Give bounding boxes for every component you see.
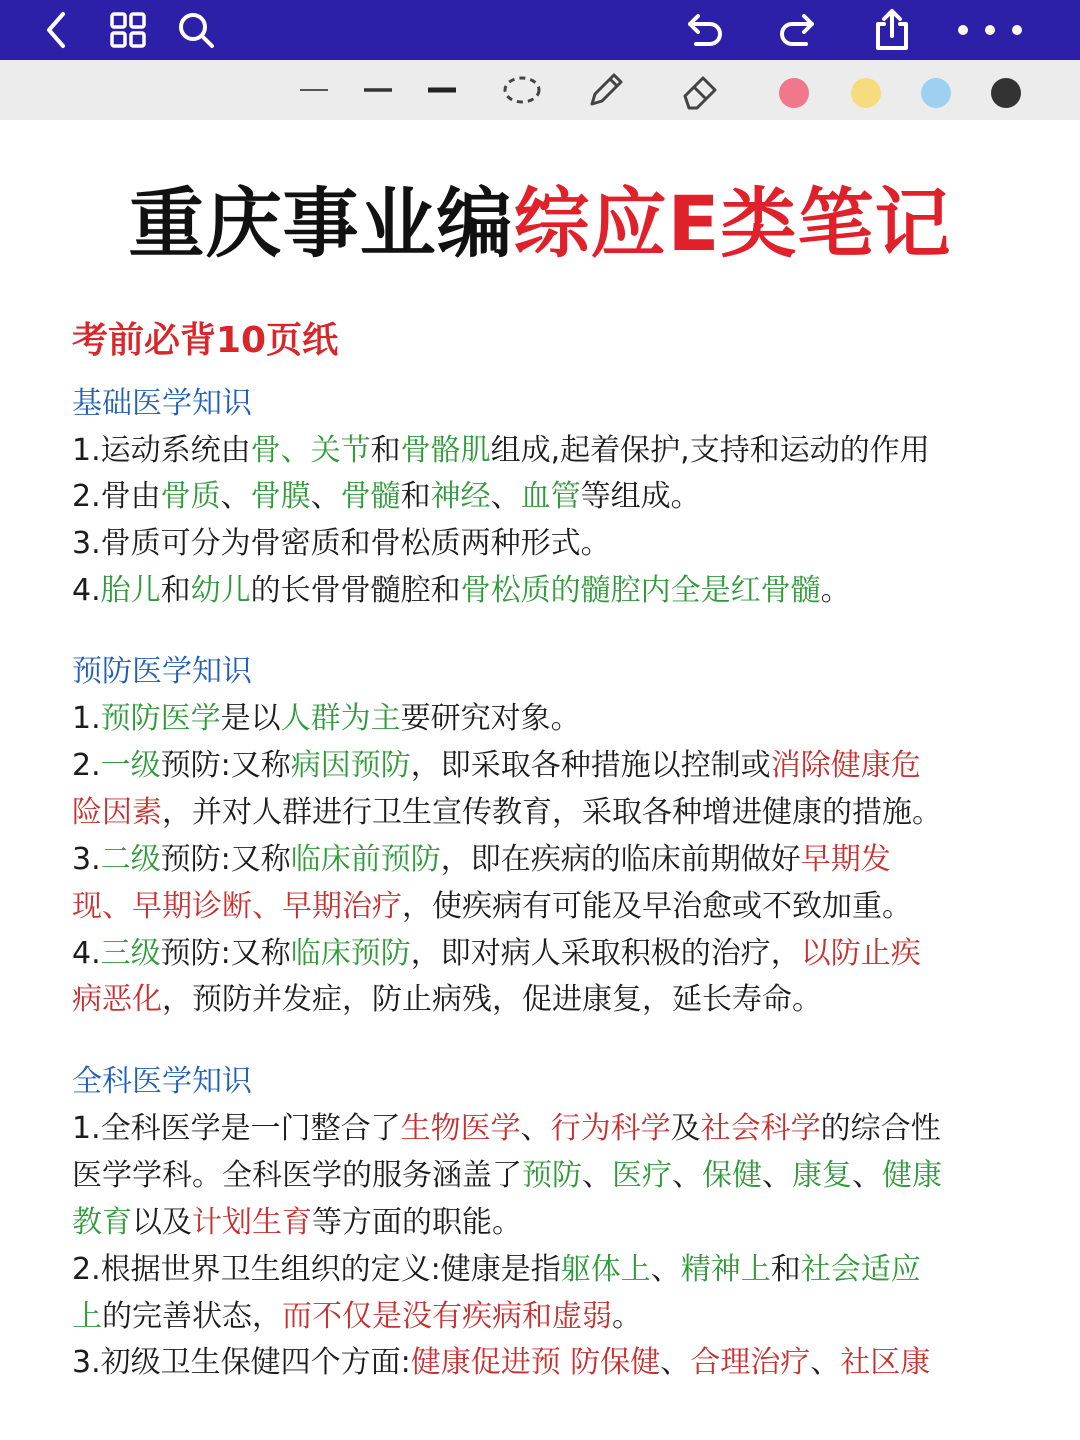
note-line	[72, 521, 1012, 567]
highlight-green: 骨松质的髓腔内全是红骨髓	[460, 573, 821, 608]
note-text: 预防:又称	[160, 748, 291, 783]
note-text: 2.骨由	[72, 479, 161, 514]
highlight-green: 病因预防	[290, 748, 411, 783]
highlight-green: 骨、关节	[250, 433, 371, 468]
blue-color-swatch[interactable]	[921, 78, 951, 108]
note-text: 的完善状态，	[102, 1299, 282, 1334]
grid-icon[interactable]	[104, 8, 152, 52]
note-line	[72, 977, 1012, 1023]
highlight-green: 血管	[520, 479, 581, 514]
note-text: 、	[810, 1345, 841, 1380]
note-text: 2.	[72, 748, 101, 783]
note-text: 、	[582, 1158, 612, 1193]
note-line	[72, 1200, 1012, 1246]
note-text: ，并对人群进行卫生宣传教育，采取各种增进健康的措施。	[162, 795, 942, 830]
highlight-green: 幼儿	[190, 573, 251, 608]
note-line	[72, 1294, 1012, 1340]
note-text: 要研究对象。	[400, 701, 581, 736]
highlight-green: 预防医学	[100, 701, 221, 736]
eraser-icon[interactable]	[678, 72, 722, 108]
section-heading: 全科医学知识	[72, 1064, 252, 1099]
note-text: 预防:又称	[160, 842, 291, 877]
note-text: 和	[160, 573, 191, 608]
pencil-icon[interactable]	[584, 72, 628, 108]
note-line	[72, 790, 1012, 836]
highlight-green: 二级	[100, 842, 161, 877]
page-title	[0, 176, 1080, 272]
note-text: 。	[612, 1299, 642, 1334]
highlight-green: 临床预防	[290, 936, 411, 971]
highlight-green: 一级	[100, 748, 161, 783]
highlight-red: 社区康	[840, 1345, 931, 1380]
note-text: 2.根据世界卫生组织的定义:健康是指	[72, 1252, 561, 1287]
note-text: 和	[770, 1252, 801, 1287]
note-text: 及	[670, 1111, 701, 1146]
note-text: ，即在疾病的临床前期做好	[440, 842, 801, 877]
note-line	[72, 1106, 1012, 1152]
highlight-green: 骨质	[160, 479, 221, 514]
highlight-green: 健康	[882, 1158, 942, 1193]
note-text: 等组成。	[580, 479, 701, 514]
highlight-green: 社会适应	[800, 1252, 921, 1287]
note-text: 4.	[72, 936, 101, 971]
pink-color-swatch[interactable]	[779, 78, 809, 108]
highlight-red: 而不仅是没有疾病和虚弱	[282, 1299, 612, 1334]
note-text: 、	[852, 1158, 882, 1193]
highlight-red: 合理治疗	[690, 1345, 811, 1380]
note-line	[72, 1153, 1012, 1199]
highlight-green: 教育	[72, 1205, 132, 1240]
note-text: 等方面的职能。	[312, 1205, 522, 1240]
share-icon[interactable]	[868, 8, 916, 52]
section-heading: 基础医学知识	[72, 386, 252, 421]
highlight-green: 预防	[522, 1158, 582, 1193]
note-line	[72, 884, 1012, 930]
note-line	[72, 1247, 1012, 1293]
highlight-green: 医疗	[612, 1158, 672, 1193]
note-text: 是以	[220, 701, 281, 736]
note-text: 3.	[72, 842, 101, 877]
highlight-red: 健康促进预 防保健	[410, 1345, 661, 1380]
top-app-bar	[0, 0, 1080, 60]
pen-medium-icon[interactable]	[360, 72, 396, 108]
subtitle: 考前必背10页纸	[72, 320, 339, 361]
highlight-green: 骨髓	[340, 479, 401, 514]
note-line	[72, 1340, 1012, 1386]
highlight-green: 上	[72, 1299, 102, 1334]
highlight-red: 生物医学	[400, 1111, 521, 1146]
highlight-green: 精神上	[680, 1252, 771, 1287]
highlight-red: 社会科学	[700, 1111, 821, 1146]
pen-thin-icon[interactable]	[296, 72, 332, 108]
note-text: ，预防并发症，防止病残，促进康复，延长寿命。	[162, 982, 822, 1017]
note-line	[72, 837, 1012, 883]
note-text: 、	[520, 1111, 551, 1146]
yellow-color-swatch[interactable]	[851, 78, 881, 108]
note-text: 、	[672, 1158, 702, 1193]
note-text: ，即对病人采取积极的治疗，	[410, 936, 801, 971]
note-line	[72, 696, 1012, 742]
highlight-green: 神经	[430, 479, 491, 514]
note-line	[72, 428, 1012, 474]
note-text: 、	[650, 1252, 681, 1287]
note-text: 和	[400, 479, 431, 514]
note-text: 4.	[72, 573, 101, 608]
note-text: 、	[762, 1158, 792, 1193]
pen-thick-icon[interactable]	[424, 72, 460, 108]
title-part-red: 综应E类笔记	[513, 179, 952, 268]
highlight-red: 险因素	[72, 795, 162, 830]
note-text: 3.初级卫生保健四个方面:	[72, 1345, 411, 1380]
note-line	[72, 931, 1012, 977]
highlight-red: 计划生育	[192, 1205, 312, 1240]
note-text: 3.骨质可分为骨密质和骨松质两种形式。	[72, 526, 611, 561]
highlight-green: 骨膜	[250, 479, 311, 514]
highlight-green: 躯体上	[560, 1252, 651, 1287]
note-text: 以及	[132, 1205, 192, 1240]
highlight-green: 保健	[702, 1158, 762, 1193]
highlight-red: 病恶化	[72, 982, 162, 1017]
section-heading: 预防医学知识	[72, 654, 252, 689]
undo-icon[interactable]	[680, 8, 728, 52]
note-text: 。	[820, 573, 851, 608]
highlight-green: 人群为主	[280, 701, 401, 736]
note-text: 组成,起着保护,支持和运动的作用	[490, 433, 930, 468]
highlight-red: 以防止疾	[800, 936, 921, 971]
black-color-swatch[interactable]	[991, 78, 1021, 108]
note-text: 、	[220, 479, 251, 514]
note-text: 1.全科医学是一门整合了	[72, 1111, 401, 1146]
note-text: 的长骨骨髓腔和	[250, 573, 461, 608]
back-icon[interactable]	[32, 8, 80, 52]
note-text: ，即采取各种措施以控制或	[410, 748, 771, 783]
highlight-green: 康复	[792, 1158, 852, 1193]
lasso-icon[interactable]	[500, 72, 544, 108]
more-icon[interactable]	[950, 8, 1030, 52]
note-line	[72, 568, 1012, 614]
note-text: ，使疾病有可能及早治愈或不致加重。	[402, 889, 912, 924]
note-line	[72, 474, 1012, 520]
note-text: 的综合性	[820, 1111, 941, 1146]
redo-icon[interactable]	[774, 8, 822, 52]
note-text: 、	[660, 1345, 691, 1380]
highlight-green: 胎儿	[100, 573, 161, 608]
highlight-red: 行为科学	[550, 1111, 671, 1146]
highlight-red: 消除健康危	[770, 748, 921, 783]
note-text: 、	[310, 479, 341, 514]
highlight-green: 三级	[100, 936, 161, 971]
note-text: 、	[490, 479, 521, 514]
search-icon[interactable]	[172, 8, 220, 52]
note-text: 预防:又称	[160, 936, 291, 971]
note-text: 1.	[72, 701, 101, 736]
note-line	[72, 743, 1012, 789]
drawing-toolbar	[0, 60, 1080, 120]
highlight-green: 骨骼肌	[400, 433, 491, 468]
highlight-red: 现、早期诊断、早期治疗	[72, 889, 402, 924]
title-part-dark: 重庆事业编	[128, 179, 514, 268]
highlight-green: 临床前预防	[290, 842, 441, 877]
note-text: 和	[370, 433, 401, 468]
note-text: 1.运动系统由	[72, 433, 251, 468]
note-text: 医学学科。全科医学的服务涵盖了	[72, 1158, 522, 1193]
highlight-red: 早期发	[800, 842, 891, 877]
